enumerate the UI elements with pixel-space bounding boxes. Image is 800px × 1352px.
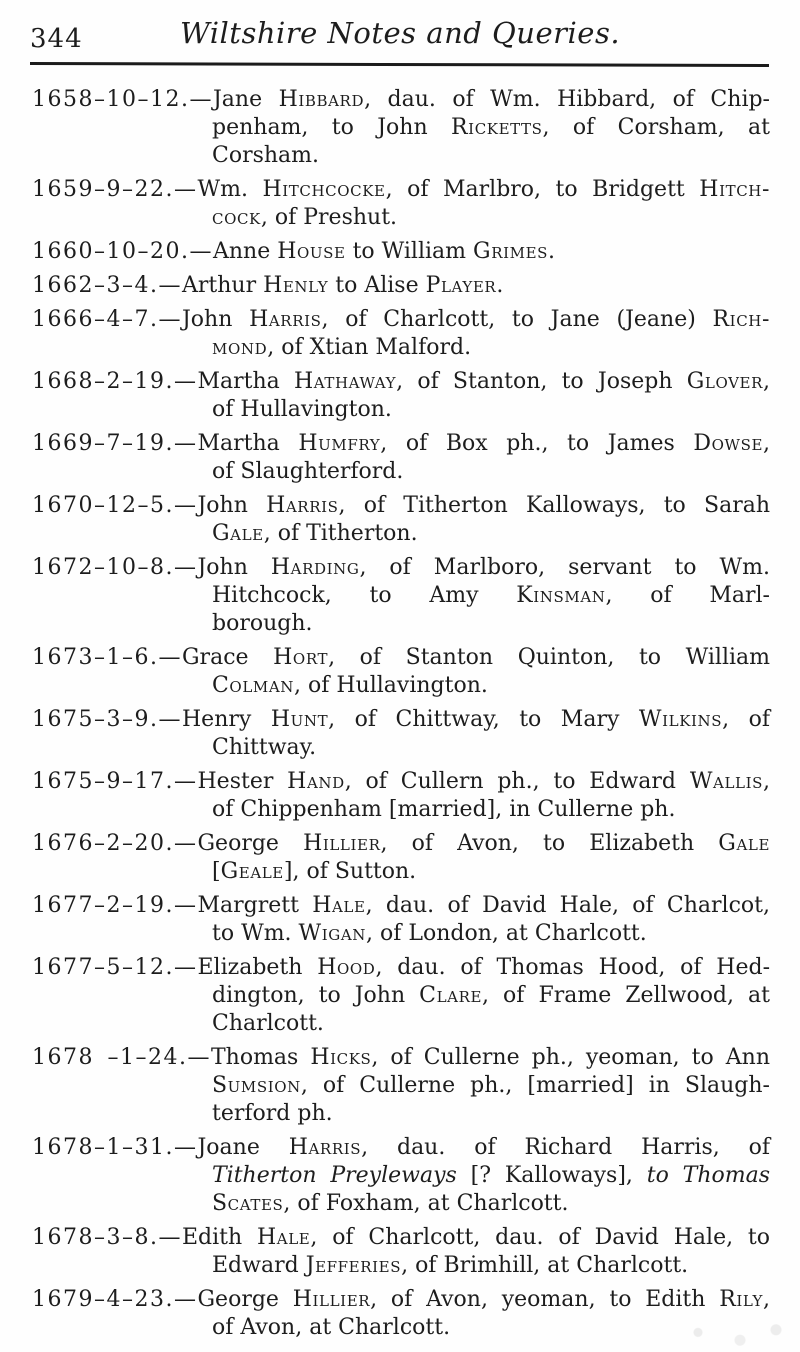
entry-text: , of Marlbro, to Bridgett <box>385 177 700 202</box>
entry-date: 1670–12–5.— <box>32 493 198 518</box>
header-rule <box>30 62 769 67</box>
entry-line <box>32 520 770 548</box>
entry-text: Titherton Preyleways <box>212 1163 457 1188</box>
record-entry <box>32 176 770 232</box>
entry-line <box>32 396 770 424</box>
entry-text: Hester <box>197 769 288 794</box>
entry-text: , of Marl- <box>605 583 770 608</box>
entry-date: 1668–2–19.— <box>32 369 198 394</box>
entry-line <box>32 1224 770 1252</box>
entry-text: dington, to John <box>212 983 420 1008</box>
surname-smallcaps: Hood <box>317 955 376 980</box>
surname-smallcaps: Hort <box>273 645 329 670</box>
entry-text: , of Stanton Quinton, to William <box>328 645 770 670</box>
entry-text: Joane <box>197 1135 289 1160</box>
entry-line <box>32 176 770 204</box>
entry-text: , of Brimhill, at Charlcott. <box>401 1253 689 1278</box>
surname-smallcaps: Hale <box>257 1225 311 1250</box>
entry-line <box>32 982 770 1010</box>
entry-text: Henry <box>181 707 271 732</box>
entry-line <box>32 1286 770 1314</box>
entry-text: , of Box ph., to James <box>380 431 694 456</box>
record-entry <box>32 768 770 824</box>
surname-smallcaps: Harding <box>270 555 360 580</box>
entry-line <box>32 86 770 114</box>
entry-text: to William <box>345 239 474 264</box>
surname-smallcaps: Hicks <box>310 1045 372 1070</box>
entry-text: , of Preshut. <box>260 205 398 230</box>
surname-smallcaps: Rily <box>719 1287 763 1312</box>
surname-smallcaps: Hitch- <box>699 177 770 202</box>
entry-date: 1679–4–23.— <box>32 1287 198 1312</box>
surname-smallcaps: Rich- <box>712 307 770 332</box>
entry-line <box>32 1010 770 1038</box>
entry-text: , <box>763 369 770 394</box>
entry-line <box>32 1162 770 1190</box>
page-header <box>0 0 800 66</box>
surname-smallcaps: Scates <box>212 1191 284 1216</box>
surname-smallcaps: Wallis <box>689 769 763 794</box>
entry-text: terford ph. <box>212 1101 333 1126</box>
entry-date: 1658–10–12.— <box>32 87 213 112</box>
entries <box>32 86 770 1348</box>
entry-text: Wm. <box>197 177 263 202</box>
surname-smallcaps: Harris <box>249 307 322 332</box>
entry-line <box>32 610 770 638</box>
entry-text: George <box>197 1287 293 1312</box>
entry-text: , of Cullerne ph., [married] in Slaugh- <box>300 1073 770 1098</box>
entry-line <box>32 306 770 334</box>
surname-smallcaps: Ricketts <box>451 115 543 140</box>
record-entry <box>32 430 770 486</box>
entry-line <box>32 796 770 824</box>
surname-smallcaps: Clare <box>419 983 483 1008</box>
entry-line <box>32 954 770 982</box>
entry-text: Charlcott. <box>212 1011 324 1036</box>
entry-text: Martha <box>197 431 299 456</box>
entry-line <box>32 706 770 734</box>
entry-line <box>32 114 770 142</box>
entry-text: Elizabeth <box>197 955 318 980</box>
page-number: 344 <box>30 24 83 54</box>
entry-line <box>32 734 770 762</box>
entry-text: John <box>181 307 250 332</box>
record-entry <box>32 644 770 700</box>
entry-date: 1678 –1–24.— <box>32 1045 211 1070</box>
entry-text: , of Titherton Kalloways, to Sarah <box>338 493 770 518</box>
entry-line <box>32 1252 770 1280</box>
surname-smallcaps: House <box>277 239 346 264</box>
surname-smallcaps: Gale <box>212 521 264 546</box>
entry-date: 1672–10–8.— <box>32 555 198 580</box>
entry-text: , of Hullavington. <box>294 673 488 698</box>
entry-line <box>32 768 770 796</box>
surname-smallcaps: Humfry <box>298 431 381 456</box>
entry-date: 1678–3–8.— <box>32 1225 182 1250</box>
entry-text: , dau. of Wm. Hibbard, of Chip- <box>364 87 770 112</box>
entry-text: , dau. of Richard Harris, of <box>361 1135 770 1160</box>
record-entry <box>32 1286 770 1342</box>
entry-text: , <box>762 769 770 794</box>
entry-text: , of Stanton, to Joseph <box>396 369 687 394</box>
entry-line <box>32 1072 770 1100</box>
entry-text: Edith <box>181 1225 258 1250</box>
entry-line <box>32 1044 770 1072</box>
surname-smallcaps: Sumsion <box>212 1073 301 1098</box>
entry-date: 1677–5–12.— <box>32 955 198 980</box>
entry-text: Grace <box>181 645 274 670</box>
entry-text: Hitchcock, to Amy <box>212 583 517 608</box>
entry-line <box>32 672 770 700</box>
scan-artifact <box>674 1322 794 1348</box>
record-entry <box>32 86 770 170</box>
entry-line <box>32 334 770 362</box>
record-entry <box>32 238 770 266</box>
entry-text: , of Avon, yeoman, to Edith <box>370 1287 720 1312</box>
entry-text: , of Frame Zellwood, at <box>482 983 770 1008</box>
entry-date: 1662–3–4.— <box>32 273 182 298</box>
entry-text: , of London, at Charlcott. <box>366 921 647 946</box>
entry-text: , of <box>722 707 771 732</box>
entry-date: 1669–7–19.— <box>32 431 198 456</box>
surname-smallcaps: Wigan <box>298 921 367 946</box>
record-entry <box>32 1134 770 1218</box>
entry-text: , of Cullern ph., to Edward <box>344 769 690 794</box>
entry-line <box>32 142 770 170</box>
entry-text: , of Avon, to Elizabeth <box>380 831 719 856</box>
record-entry <box>32 1044 770 1128</box>
entry-date: 1675–3–9.— <box>32 707 182 732</box>
entry-date: 1660–10–20.— <box>32 239 213 264</box>
entry-text: George <box>197 831 304 856</box>
entry-line <box>32 238 770 266</box>
entry-line <box>32 430 770 458</box>
entry-text: of Hullavington. <box>212 397 392 422</box>
surname-smallcaps: Colman <box>212 673 295 698</box>
entry-text: , of Foxham, at Charlcott. <box>283 1191 569 1216</box>
surname-smallcaps: Grimes <box>473 239 548 264</box>
entry-text: , <box>763 431 771 456</box>
entry-text: Jane <box>212 87 279 112</box>
entry-text: to Wm. <box>212 921 299 946</box>
entry-text: borough. <box>212 611 313 636</box>
surname-smallcaps: Hillier <box>292 1287 371 1312</box>
entry-text: Arthur <box>181 273 264 298</box>
entry-text: , of Chittway, to Mary <box>328 707 639 732</box>
surname-smallcaps: Hunt <box>270 707 329 732</box>
entry-line <box>32 830 770 858</box>
entry-date: 1673–1–6.— <box>32 645 182 670</box>
entry-text: of Slaughterford. <box>212 459 404 484</box>
entry-line <box>32 368 770 396</box>
entry-text: [ <box>212 859 221 884</box>
entry-line <box>32 1134 770 1162</box>
record-entry <box>32 306 770 362</box>
surname-smallcaps: Hitchcocke <box>262 177 386 202</box>
entry-text: Chittway. <box>212 735 317 760</box>
entry-line <box>32 644 770 672</box>
entry-text: [? Kalloways], <box>456 1163 647 1188</box>
entry-line <box>32 858 770 886</box>
entry-line <box>32 892 770 920</box>
surname-smallcaps: Hillier <box>303 831 381 856</box>
surname-smallcaps: Harris <box>266 493 339 518</box>
entry-text: , <box>763 1287 770 1312</box>
entry-text: of Avon, at Charlcott. <box>212 1315 451 1340</box>
entry-line <box>32 920 770 948</box>
entry-text: penham, to John <box>212 115 452 140</box>
surname-smallcaps: mond <box>212 335 268 360</box>
entry-line <box>32 458 770 486</box>
surname-smallcaps: Dowse <box>693 431 764 456</box>
entry-text: Corsham. <box>212 143 320 168</box>
entry-text: to Thomas <box>646 1163 771 1188</box>
entry-text: Anne <box>212 239 278 264</box>
surname-smallcaps: Kinsman <box>516 583 606 608</box>
entry-text: , of Charlcott, to Jane (Jeane) <box>321 307 713 332</box>
record-entry <box>32 368 770 424</box>
surname-smallcaps: Jefferies <box>305 1253 402 1278</box>
record-entry <box>32 954 770 1038</box>
entry-line <box>32 204 770 232</box>
entry-text: to Alise <box>328 273 426 298</box>
surname-smallcaps: Wilkins <box>638 707 723 732</box>
surname-smallcaps: Hale <box>312 893 366 918</box>
entry-date: 1678–1–31.— <box>32 1135 198 1160</box>
surname-smallcaps: Player <box>425 273 497 298</box>
entry-text: , of Xtian Malford. <box>267 335 472 360</box>
surname-smallcaps: Gale <box>718 831 771 856</box>
entry-text: . <box>496 273 504 298</box>
entry-text: of Chippenham [married], in Cullerne ph. <box>212 797 676 822</box>
record-entry <box>32 272 770 300</box>
entry-date: 1659–9–22.— <box>32 177 198 202</box>
entry-line <box>32 582 770 610</box>
surname-smallcaps: Henly <box>263 273 329 298</box>
entry-text: Martha <box>197 369 294 394</box>
surname-smallcaps: Hathaway <box>294 369 397 394</box>
entry-date: 1676–2–20.— <box>32 831 198 856</box>
entry-text: John <box>197 493 267 518</box>
record-entry <box>32 492 770 548</box>
entry-text: , of Titherton. <box>263 521 418 546</box>
record-entry <box>32 1224 770 1280</box>
entry-line <box>32 272 770 300</box>
entry-text: , dau. of David Hale, of Charlcot, <box>365 893 770 918</box>
surname-smallcaps: Hand <box>287 769 345 794</box>
entry-text: John <box>197 555 271 580</box>
surname-smallcaps: cock <box>212 205 261 230</box>
surname-smallcaps: Harris <box>288 1135 362 1160</box>
record-entry <box>32 830 770 886</box>
entry-text: Margrett <box>197 893 313 918</box>
entry-line <box>32 554 770 582</box>
record-entry <box>32 892 770 948</box>
entry-text: Thomas <box>210 1045 311 1070</box>
record-entry <box>32 554 770 638</box>
entry-date: 1675–9–17.— <box>32 769 198 794</box>
entry-date: 1666–4–7.— <box>32 307 182 332</box>
entry-text: , dau. of Thomas Hood, of Hed- <box>375 955 771 980</box>
entry-line <box>32 1190 770 1218</box>
entry-text: , of Corsham, at <box>542 115 770 140</box>
entry-line <box>32 1100 770 1128</box>
entry-text: Edward <box>212 1253 306 1278</box>
entry-text: . <box>548 239 555 264</box>
page-title: Wiltshire Notes and Queries. <box>179 16 621 50</box>
entry-line <box>32 1314 770 1342</box>
record-entry <box>32 706 770 762</box>
entry-text: , of Charlcott, dau. of David Hale, to <box>310 1225 770 1250</box>
entry-text: ], of Sutton. <box>283 859 417 884</box>
entry-date: 1677–2–19.— <box>32 893 198 918</box>
surname-smallcaps: Hibbard <box>278 87 365 112</box>
entry-text: , of Cullerne ph., yeoman, to Ann <box>371 1045 770 1070</box>
entry-text: , of Marlboro, servant to Wm. <box>359 555 770 580</box>
entry-line <box>32 492 770 520</box>
surname-smallcaps: Geale <box>220 859 284 884</box>
surname-smallcaps: Glover <box>686 369 763 394</box>
